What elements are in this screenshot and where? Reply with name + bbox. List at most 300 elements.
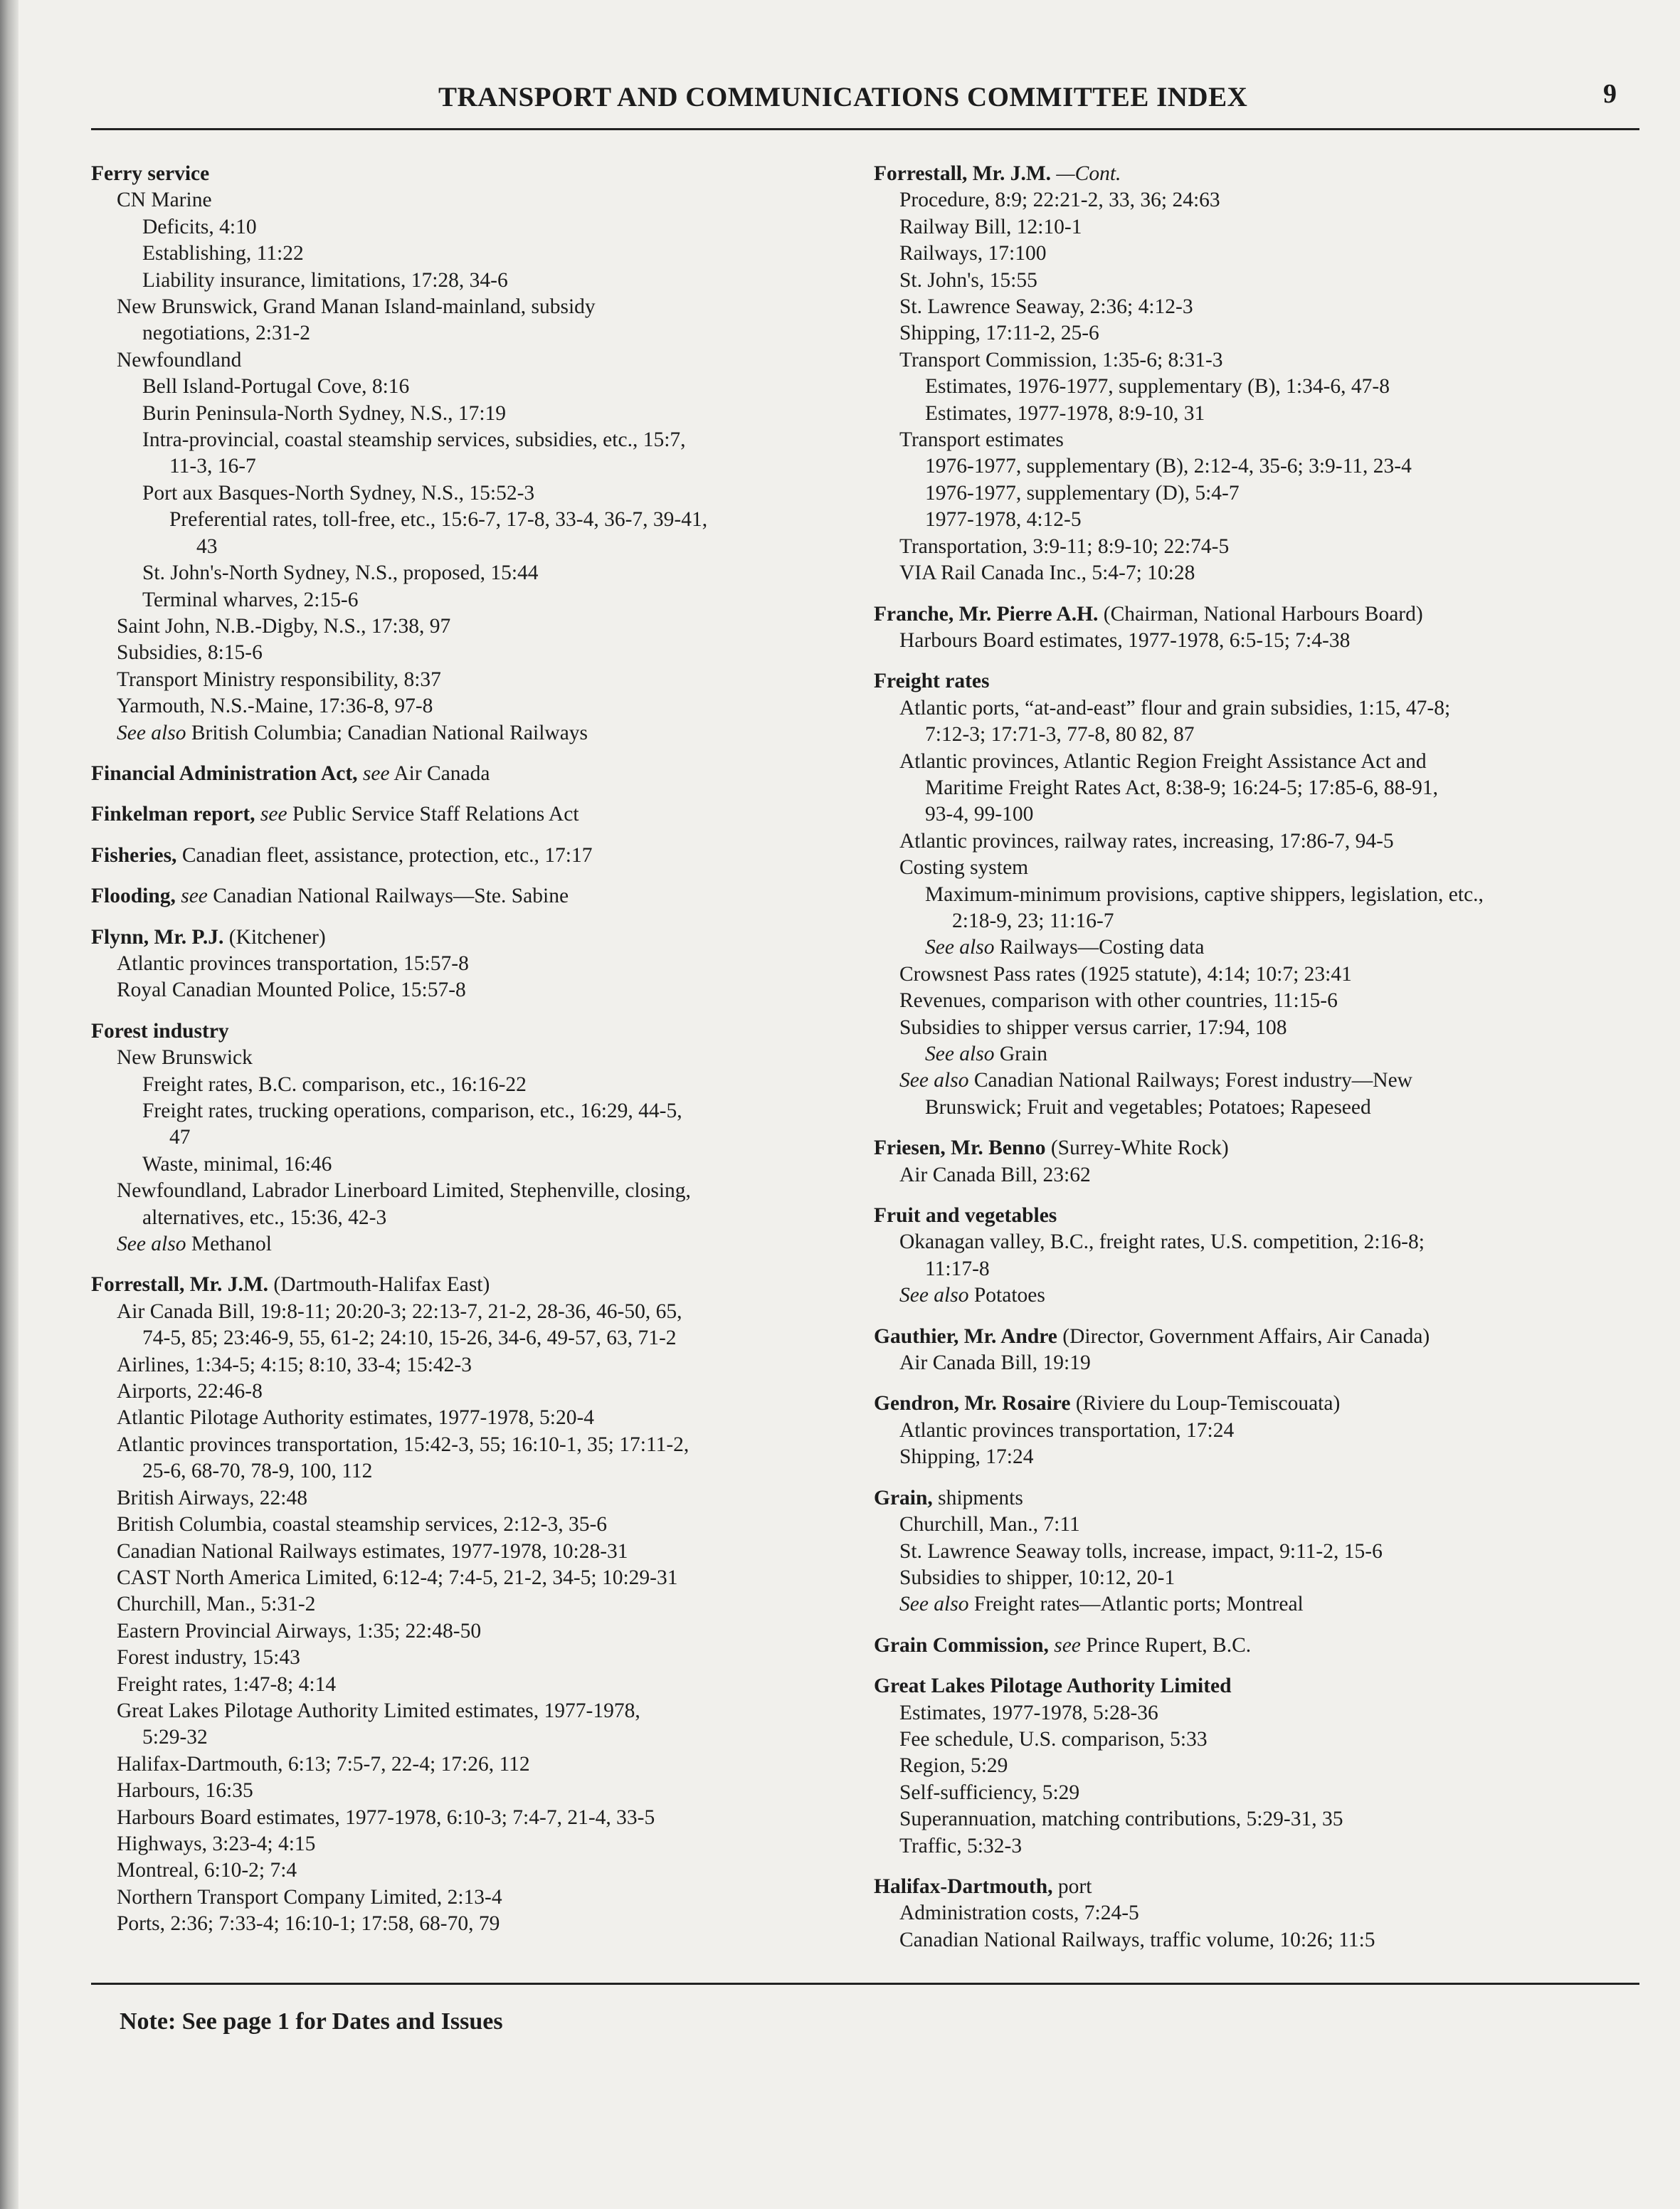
index-subentry [874, 214, 1649, 241]
index-subentry [874, 1833, 1649, 1860]
entry-text: 11:17-8 [925, 1257, 990, 1280]
entry-text: Atlantic provinces, Atlantic Region Freight Assistance Act and [899, 749, 1427, 773]
entry-text: shipments [938, 1486, 1023, 1509]
see-reference: See also [925, 1043, 995, 1065]
index-subentry [91, 1724, 845, 1751]
see-reference: See also [117, 1233, 186, 1256]
index-subentry [91, 1124, 845, 1151]
entry-text: St. Lawrence Seaway, 2:36; 4:12-3 [899, 295, 1193, 319]
index-subentry [874, 294, 1649, 320]
entry-text: Canadian National Railways; Forest industry—New [973, 1069, 1412, 1092]
entry-text: Superannuation, matching contributions, 5:29-31, 35 [899, 1808, 1343, 1831]
index-heading [91, 161, 845, 187]
heading-text: Franche, Mr. Pierre A.H. [874, 602, 1099, 626]
entry-text: Freight rates—Atlantic ports; Montreal [973, 1593, 1304, 1616]
entry-text: Airports, 22:46-8 [117, 1380, 263, 1403]
entry-text: (Surrey-White Rock) [1050, 1137, 1229, 1160]
entry-text: Railway Bill, 12:10-1 [899, 215, 1082, 238]
entry-text: Self-sufficiency, 5:29 [899, 1781, 1080, 1804]
entry-text: Transport estimates [899, 428, 1064, 452]
entry-text: Shipping, 17:24 [899, 1445, 1034, 1469]
index-subentry [91, 294, 845, 320]
entry-text: Forest industry, 15:43 [117, 1646, 300, 1670]
index-subentry [874, 427, 1649, 453]
heading-text: Fruit and vegetables [874, 1204, 1057, 1228]
index-heading [91, 843, 845, 869]
entry-text: port [1057, 1875, 1092, 1898]
entry-text: Public Service Staff Relations Act [292, 803, 579, 826]
index-subentry [91, 640, 845, 666]
index-subentry [874, 1591, 1649, 1618]
index-entry [91, 761, 845, 787]
entry-text: Region, 5:29 [899, 1754, 1008, 1778]
index-subentry [874, 480, 1649, 507]
index-subentry [874, 1753, 1649, 1779]
index-subentry [91, 453, 845, 480]
index-heading [874, 1673, 1649, 1699]
entry-text: Revenues, comparison with other countries, 11:15-6 [899, 989, 1338, 1013]
index-subentry [874, 453, 1649, 480]
heading-text: Flooding, [91, 885, 176, 908]
heading-text: Financial Administration Act, [91, 761, 358, 785]
entry-text: Methanol [191, 1233, 272, 1256]
see-reference: see [1054, 1633, 1081, 1657]
index-heading [874, 668, 1649, 695]
entry-text: (Kitchener) [228, 925, 326, 949]
entry-text: Canadian National Railways—Ste. Sabine [213, 885, 569, 908]
index-entry [874, 1485, 1649, 1618]
entry-text: Atlantic provinces transportation, 17:24 [899, 1418, 1235, 1442]
entry-text: Highways, 3:23-4; 4:15 [117, 1832, 316, 1855]
index-subentry [874, 1095, 1649, 1121]
footer-note: Note: See page 1 for Dates and Issues [120, 2008, 503, 2035]
entry-text: Estimates, 1976-1977, supplementary (B), 1:34-6, 47-8 [925, 375, 1390, 399]
entry-text: 1976-1977, supplementary (D), 5:4-7 [925, 481, 1240, 505]
index-subentry [91, 1857, 845, 1884]
index-subentry [874, 1350, 1649, 1376]
index-subentry [874, 241, 1649, 267]
entry-text: Terminal wharves, 2:15-6 [142, 588, 359, 611]
index-subentry [91, 1458, 845, 1485]
entry-text: CAST North America Limited, 6:12-4; 7:4-5, 21-2, 34-5; 10:29-31 [117, 1566, 678, 1589]
entry-text: Administration costs, 7:24-5 [899, 1902, 1139, 1925]
entry-text: St. John's-North Sydney, N.S., proposed, 15:44 [142, 562, 539, 585]
index-entry [91, 883, 845, 910]
entry-text: 25-6, 68-70, 78-9, 100, 112 [142, 1460, 373, 1483]
index-entry [874, 668, 1649, 1121]
index-subentry [874, 401, 1649, 427]
index-subentry [91, 1325, 845, 1351]
entry-text: Subsidies, 8:15-6 [117, 641, 263, 665]
heading-text: Gauthier, Mr. Andre [874, 1324, 1057, 1348]
index-heading [91, 801, 845, 828]
entry-text: 1976-1977, supplementary (B), 2:12-4, 35-6; 3:9-11, 23-4 [925, 455, 1412, 478]
index-column-right [874, 161, 1649, 1968]
see-reference: See also [899, 1284, 969, 1307]
entry-text: Waste, minimal, 16:46 [142, 1152, 332, 1176]
entry-text: Transport Commission, 1:35-6; 8:31-3 [899, 348, 1223, 371]
index-subentry [874, 187, 1649, 213]
footer-rule [91, 1983, 1639, 1985]
index-subentry [91, 320, 845, 347]
entry-text: Freight rates, B.C. comparison, etc., 16:16-22 [142, 1072, 527, 1096]
heading-text: Friesen, Mr. Benno [874, 1137, 1046, 1160]
page-header [91, 77, 1639, 130]
entry-text: Canadian National Railways estimates, 1977-1978, 10:28-31 [117, 1539, 628, 1563]
index-subentry [874, 749, 1649, 775]
index-subentry [91, 1778, 845, 1804]
index-subentry [874, 695, 1649, 722]
index-subentry [91, 1911, 845, 1937]
index-heading [874, 1485, 1649, 1512]
entry-text: Atlantic provinces transportation, 15:42-3, 55; 16:10-1, 35; 17:11-2, [117, 1433, 690, 1456]
index-subentry [874, 1282, 1649, 1309]
index-subentry [91, 1831, 845, 1857]
index-subentry [874, 268, 1649, 294]
index-subentry [91, 241, 845, 267]
index-subentry [874, 1067, 1649, 1094]
index-subentry [91, 507, 845, 533]
entry-text: Subsidies to shipper, 10:12, 20-1 [899, 1566, 1176, 1589]
index-subentry [874, 988, 1649, 1014]
index-entry [874, 1391, 1649, 1470]
index-subentry [874, 1229, 1649, 1255]
entry-text: (Chairman, National Harbours Board) [1103, 602, 1423, 626]
index-entry [874, 1324, 1649, 1377]
entry-text: Liability insurance, limitations, 17:28, 34-6 [142, 268, 508, 292]
index-subentry [91, 1565, 845, 1591]
page-number: 9 [1603, 79, 1617, 109]
entry-text: Harbours, 16:35 [117, 1779, 253, 1803]
entry-text: Maritime Freight Rates Act, 8:38-9; 16:24-5; 17:85-6, 88-91, [925, 776, 1439, 799]
entry-text: CN Marine [117, 189, 212, 212]
entry-text: Eastern Provincial Airways, 1:35; 22:48-50 [117, 1619, 482, 1643]
index-subentry [91, 1645, 845, 1671]
entry-text: St. Lawrence Seaway tolls, increase, impact, 9:11-2, 15-6 [899, 1539, 1383, 1563]
entry-text: Ports, 2:36; 7:33-4; 16:10-1; 17:58, 68-70, 79 [117, 1912, 500, 1936]
index-entry [874, 1135, 1649, 1188]
entry-text: Canadian fleet, assistance, protection, etc., 17:17 [181, 843, 593, 867]
entry-text: Port aux Basques-North Sydney, N.S., 15:52-3 [142, 481, 535, 505]
entry-text: (Riviere du Loup-Temiscouata) [1075, 1392, 1341, 1415]
index-entry [874, 1673, 1649, 1860]
entry-text: Fee schedule, U.S. comparison, 5:33 [899, 1727, 1208, 1751]
entry-text: Canadian National Railways, traffic volume, 10:26; 11:5 [899, 1928, 1375, 1951]
entry-text: Brunswick; Fruit and vegetables; Potatoes; Rapeseed [925, 1095, 1371, 1119]
see-reference: see [181, 885, 208, 908]
heading-text: Forrestall, Mr. J.M. [874, 162, 1052, 185]
index-subentry [91, 1098, 845, 1124]
index-subentry [874, 828, 1649, 855]
index-subentry [91, 427, 845, 453]
heading-text: Halifax-Dartmouth, [874, 1875, 1053, 1898]
index-subentry [91, 374, 845, 400]
index-subentry [874, 1539, 1649, 1565]
index-subentry [874, 320, 1649, 347]
entry-text: 74-5, 85; 23:46-9, 55, 61-2; 24:10, 15-26, 34-6, 49-57, 63, 71-2 [142, 1327, 677, 1350]
index-heading [91, 1018, 845, 1045]
index-heading [874, 601, 1649, 628]
entry-text: 2:18-9, 23; 11:16-7 [952, 909, 1114, 932]
entry-text: New Brunswick [117, 1046, 253, 1070]
index-subentry [91, 1432, 845, 1458]
index-entry [91, 801, 845, 828]
entry-text: Traffic, 5:32-3 [899, 1834, 1023, 1857]
heading-text: Fisheries, [91, 843, 177, 867]
entry-text: 5:29-32 [142, 1726, 208, 1749]
index-subentry [874, 855, 1649, 881]
entry-text: British Columbia, coastal steamship services, 2:12-3, 35-6 [117, 1513, 608, 1536]
see-reference: See also [117, 721, 186, 744]
entry-text: Estimates, 1977-1978, 8:9-10, 31 [925, 401, 1205, 425]
entry-text: Procedure, 8:9; 22:21-2, 33, 36; 24:63 [899, 189, 1220, 212]
index-subentry [91, 1045, 845, 1071]
index-subentry [91, 1591, 845, 1618]
index-subentry [91, 1405, 845, 1431]
index-subentry [91, 1751, 845, 1778]
entry-text: Montreal, 6:10-2; 7:4 [117, 1859, 297, 1882]
see-reference: See also [899, 1069, 969, 1092]
index-subentry [874, 1927, 1649, 1954]
index-entry [874, 601, 1649, 655]
index-subentry [874, 801, 1649, 828]
entry-text: Deficits, 4:10 [142, 215, 257, 238]
entry-text: Harbours Board estimates, 1977-1978, 6:10-3; 7:4-7, 21-4, 33-5 [117, 1805, 655, 1829]
index-subentry [91, 1539, 845, 1565]
entry-text: Saint John, N.B.-Digby, N.S., 17:38, 97 [117, 614, 451, 638]
entry-text: Freight rates, trucking operations, comparison, etc., 16:29, 44-5, [142, 1100, 682, 1122]
entry-text: Air Canada Bill, 19:19 [899, 1351, 1091, 1375]
entry-text: alternatives, etc., 15:36, 42-3 [142, 1206, 387, 1229]
index-subentry [874, 1256, 1649, 1282]
entry-text: 7:12-3; 17:71-3, 77-8, 80 82, 87 [925, 723, 1195, 747]
entry-text: Great Lakes Pilotage Authority Limited estimates, 1977-1978, [117, 1699, 640, 1722]
entry-text: New Brunswick, Grand Manan Island-mainland, subsidy [117, 295, 596, 319]
entry-text: Maximum-minimum provisions, captive shippers, legislation, etc., [925, 882, 1484, 906]
index-heading [874, 1203, 1649, 1229]
index-subentry [91, 1352, 845, 1378]
entry-text: Potatoes [973, 1284, 1045, 1307]
index-subentry [91, 560, 845, 586]
heading-text: Ferry service [91, 162, 210, 185]
index-subentry [91, 587, 845, 613]
index-subentry [874, 1418, 1649, 1444]
entry-text: Preferential rates, toll-free, etc., 15:6-7, 17-8, 33-4, 36-7, 39-41, [169, 508, 708, 532]
index-subentry [91, 480, 845, 507]
index-heading [91, 883, 845, 910]
index-subentry [91, 1231, 845, 1258]
index-subentry [91, 1151, 845, 1178]
heading-text: Forrestall, Mr. J.M. [91, 1273, 269, 1297]
entry-text: Yarmouth, N.S.-Maine, 17:36-8, 97-8 [117, 695, 433, 718]
entry-text: Railways, 17:100 [899, 242, 1047, 265]
index-subentry [91, 1672, 845, 1698]
index-subentry [874, 1041, 1649, 1067]
index-subentry [874, 560, 1649, 586]
entry-text: Air Canada [393, 761, 490, 785]
see-reference: see [362, 761, 390, 785]
entry-text: Halifax-Dartmouth, 6:13; 7:5-7, 22-4; 17:26, 112 [117, 1752, 530, 1776]
index-subentry [874, 374, 1649, 400]
entry-text: Grain [999, 1043, 1048, 1065]
entry-text: Airlines, 1:34-5; 4:15; 8:10, 33-4; 15:42-3 [117, 1353, 472, 1376]
entry-text: (Director, Government Affairs, Air Canada) [1062, 1324, 1430, 1348]
entry-text: Prince Rupert, B.C. [1086, 1633, 1252, 1657]
index-subentry [91, 1205, 845, 1231]
index-heading [874, 1633, 1649, 1659]
see-reference: See also [899, 1593, 969, 1616]
index-subentry [91, 613, 845, 640]
heading-text: Gendron, Mr. Rosaire [874, 1392, 1071, 1415]
index-subentry [91, 268, 845, 294]
index-subentry [91, 1884, 845, 1911]
index-entry [874, 1874, 1649, 1954]
index-subentry [91, 693, 845, 719]
heading-text: Finkelman report, [91, 803, 255, 826]
index-subentry [874, 961, 1649, 988]
entry-text: Estimates, 1977-1978, 5:28-36 [899, 1701, 1158, 1724]
index-subentry [874, 1565, 1649, 1591]
index-subentry [91, 1178, 845, 1204]
index-entry [91, 1272, 845, 1937]
index-subentry [874, 628, 1649, 654]
entry-text: Transportation, 3:9-11; 8:9-10; 22:74-5 [899, 534, 1230, 558]
index-subentry [874, 1015, 1649, 1041]
index-subentry [91, 1698, 845, 1724]
heading-text: Great Lakes Pilotage Authority Limited [874, 1675, 1232, 1698]
entry-text: Transport Ministry responsibility, 8:37 [117, 668, 441, 691]
entry-text: Churchill, Man., 5:31-2 [117, 1593, 316, 1616]
entry-text: Atlantic provinces transportation, 15:57-8 [117, 951, 469, 975]
entry-text: Railways—Costing data [999, 936, 1205, 959]
index-subentry [91, 347, 845, 374]
index-subentry [874, 934, 1649, 961]
entry-text: Intra-provincial, coastal steamship services, subsidies, etc., 15:7, [142, 428, 686, 452]
see-reference: See also [925, 936, 995, 959]
index-entry [91, 161, 845, 747]
entry-text: Northern Transport Company Limited, 2:13-4 [117, 1885, 502, 1909]
index-subentry [91, 1512, 845, 1538]
entry-text: Royal Canadian Mounted Police, 15:57-8 [117, 979, 466, 1002]
index-subentry [874, 1726, 1649, 1753]
index-subentry [874, 882, 1649, 908]
entry-text: Bell Island-Portugal Cove, 8:16 [142, 375, 410, 399]
index-title: TRANSPORT AND COMMUNICATIONS COMMITTEE INDEX [438, 82, 1248, 112]
index-subentry [874, 775, 1649, 801]
index-entry [874, 161, 1649, 587]
index-heading [874, 1324, 1649, 1350]
entry-text: 11-3, 16-7 [169, 455, 256, 478]
index-subentry [874, 908, 1649, 934]
see-reference: see [260, 803, 287, 826]
entry-text: negotiations, 2:31-2 [142, 322, 310, 345]
index-subentry [91, 1485, 845, 1512]
index-entry [91, 1018, 845, 1258]
index-subentry [874, 347, 1649, 374]
index-entry [91, 924, 845, 1004]
entry-text: British Columbia; Canadian National Railways [191, 721, 588, 744]
index-subentry [91, 534, 845, 560]
entry-text: 43 [196, 534, 218, 558]
heading-text: Forest industry [91, 1019, 229, 1043]
entry-text: Freight rates, 1:47-8; 4:14 [117, 1672, 337, 1696]
entry-text: Atlantic ports, “at-and-east” flour and grain subsidies, 1:15, 47-8; [899, 696, 1451, 719]
index-subentry [874, 1444, 1649, 1470]
index-heading [874, 1874, 1649, 1900]
entry-text: Costing system [899, 856, 1029, 880]
index-heading [874, 1391, 1649, 1417]
index-entry [874, 1633, 1649, 1659]
index-subentry [874, 1512, 1649, 1538]
index-entry [874, 1203, 1649, 1309]
index-subentry [91, 1299, 845, 1325]
index-entry [91, 843, 845, 869]
index-subentry [91, 187, 845, 213]
heading-text: Grain, [874, 1486, 933, 1509]
index-heading [91, 924, 845, 951]
entry-text: Subsidies to shipper versus carrier, 17:94, 108 [899, 1016, 1287, 1039]
entry-text: Churchill, Man., 7:11 [899, 1513, 1080, 1536]
heading-text: Freight rates [874, 670, 990, 693]
index-subentry [874, 1700, 1649, 1726]
entry-text: Air Canada Bill, 23:62 [899, 1163, 1091, 1186]
index-subentry [91, 401, 845, 427]
index-subentry [874, 1806, 1649, 1833]
entry-text: British Airways, 22:48 [117, 1486, 307, 1509]
index-heading [91, 761, 845, 787]
entry-text: Okanagan valley, B.C., freight rates, U.S. competition, 2:16-8; [899, 1230, 1425, 1254]
entry-text: Atlantic provinces, railway rates, increasing, 17:86-7, 94-5 [899, 829, 1394, 853]
index-column-left [91, 161, 845, 1952]
entry-text: Newfoundland [117, 348, 242, 371]
entry-text: 1977-1978, 4:12-5 [925, 508, 1082, 532]
index-heading [91, 1272, 845, 1298]
entry-text: 93-4, 99-100 [925, 803, 1034, 826]
entry-text: Burin Peninsula-North Sydney, N.S., 17:19 [142, 401, 507, 425]
entry-text: Atlantic Pilotage Authority estimates, 1977-1978, 5:20-4 [117, 1406, 595, 1430]
index-subentry [91, 1072, 845, 1098]
index-heading [874, 1135, 1649, 1161]
entry-text: 47 [169, 1126, 191, 1149]
index-subentry [91, 1378, 845, 1405]
index-subentry [874, 507, 1649, 533]
index-subentry [91, 951, 845, 977]
index-subentry [874, 534, 1649, 560]
heading-text: Flynn, Mr. P.J. [91, 925, 224, 949]
index-subentry [91, 1618, 845, 1645]
index-subentry [874, 1162, 1649, 1188]
see-reference: —Cont. [1056, 162, 1121, 185]
index-subentry [874, 1900, 1649, 1926]
index-subentry [91, 214, 845, 241]
index-subentry [874, 1780, 1649, 1806]
entry-text: (Dartmouth-Halifax East) [273, 1273, 490, 1297]
entry-text: Crowsnest Pass rates (1925 statute), 4:14; 10:7; 23:41 [899, 962, 1352, 986]
index-heading [874, 161, 1649, 187]
entry-text: Newfoundland, Labrador Linerboard Limited, Stephenville, closing, [117, 1179, 691, 1203]
entry-text: Air Canada Bill, 19:8-11; 20:20-3; 22:13-7, 21-2, 28-36, 46-50, 65, [117, 1299, 682, 1323]
entry-text: VIA Rail Canada Inc., 5:4-7; 10:28 [899, 562, 1195, 585]
entry-text: Shipping, 17:11-2, 25-6 [899, 322, 1099, 345]
entry-text: St. John's, 15:55 [899, 268, 1037, 292]
entry-text: Harbours Board estimates, 1977-1978, 6:5-15; 7:4-38 [899, 628, 1351, 652]
entry-text: Establishing, 11:22 [142, 242, 304, 265]
index-subentry [91, 720, 845, 747]
page-binding-edge [0, 0, 19, 2209]
index-subentry [874, 722, 1649, 748]
index-subentry [91, 1805, 845, 1831]
heading-text: Grain Commission, [874, 1633, 1049, 1657]
